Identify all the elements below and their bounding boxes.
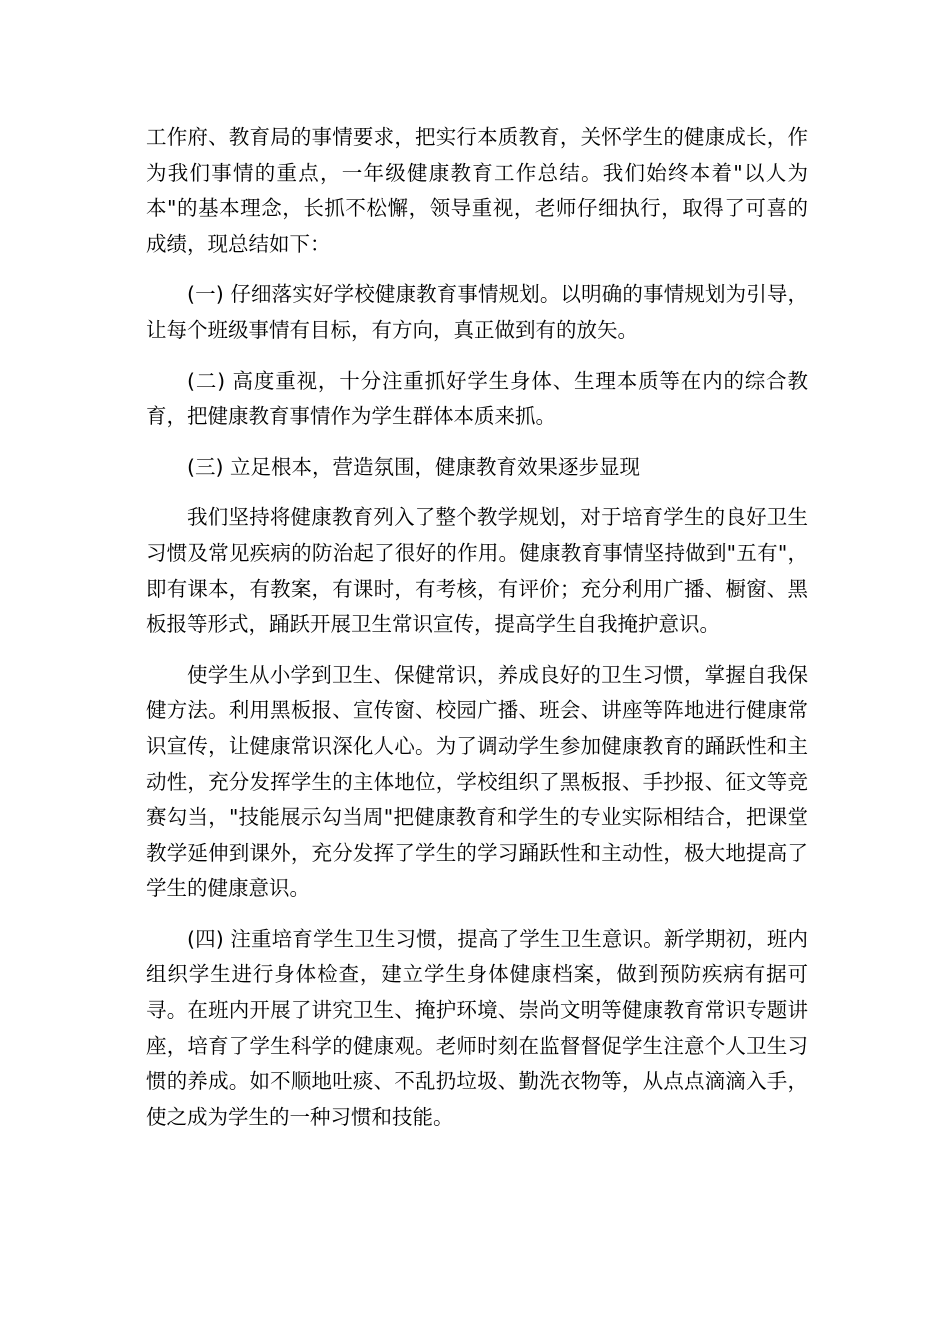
paragraph-section-2: (二) 高度重视，十分注重抓好学生身体、生理本质等在内的综合教育，把健康教育事情作为学生群体本质来抓。	[146, 368, 808, 429]
paragraph-hygiene-knowledge: 使学生从小学到卫生、保健常识，养成良好的卫生习惯，掌握自我保健方法。利用黑板报、宣传窗、校园广播、班会、讲座等阵地进行健康常识宣传，让健康常识深化人心。为了调动学生参加健康教育的踊跃性和主动性，充分发挥学生的主体地位，学校组织了黑板报、手抄报、征文等竞赛勾当，"技能展示勾当周"把健康教育和学生的专业实际相结合，把课堂教学延伸到课外，充分发挥了学生的学习踊跃性和主动性，极大地提高了学生的健康意识。	[146, 662, 808, 901]
paragraph-intro: 工作府、教育局的事情要求，把实行本质教育，关怀学生的健康成长，作为我们事情的重点，一年级健康教育工作总结。我们始终本着"以人为本"的基本理念，长抓不松懈，领导重视，老师仔细执行，取得了可喜的成绩，现总结如下：	[146, 125, 808, 256]
document-body	[146, 120, 808, 1150]
paragraph-section-3-heading: (三) 立足根本，营造氛围，健康教育效果逐步显现	[187, 454, 641, 479]
paragraph-section-3-body: 我们坚持将健康教育列入了整个教学规划，对于培育学生的良好卫生习惯及常见疾病的防治起了很好的作用。健康教育事情坚持做到"五有"，即有课本，有教案，有课时，有考核，有评价；充分利用广播、橱窗、黑板报等形式，踊跃开展卫生常识宣传，提高学生自我掩护意识。	[146, 505, 808, 637]
paragraph-section-1: (一) 仔细落实好学校健康教育事情规划。以明确的事情规划为引导，让每个班级事情有目标，有方向，真正做到有的放矢。	[146, 282, 808, 342]
paragraph-section-4: (四) 注重培育学生卫生习惯，提高了学生卫生意识。新学期初，班内组织学生进行身体检查，建立学生身体健康档案，做到预防疾病有据可寻。在班内开展了讲究卫生、掩护环境、崇尚文明等健康教育常识专题讲座，培育了学生科学的健康观。老师时刻在监督督促学生注意个人卫生习惯的养成。如不顺地吐痰、不乱扔垃圾、勤洗衣物等，从点点滴滴入手，使之成为学生的一种习惯和技能。	[146, 926, 808, 1129]
